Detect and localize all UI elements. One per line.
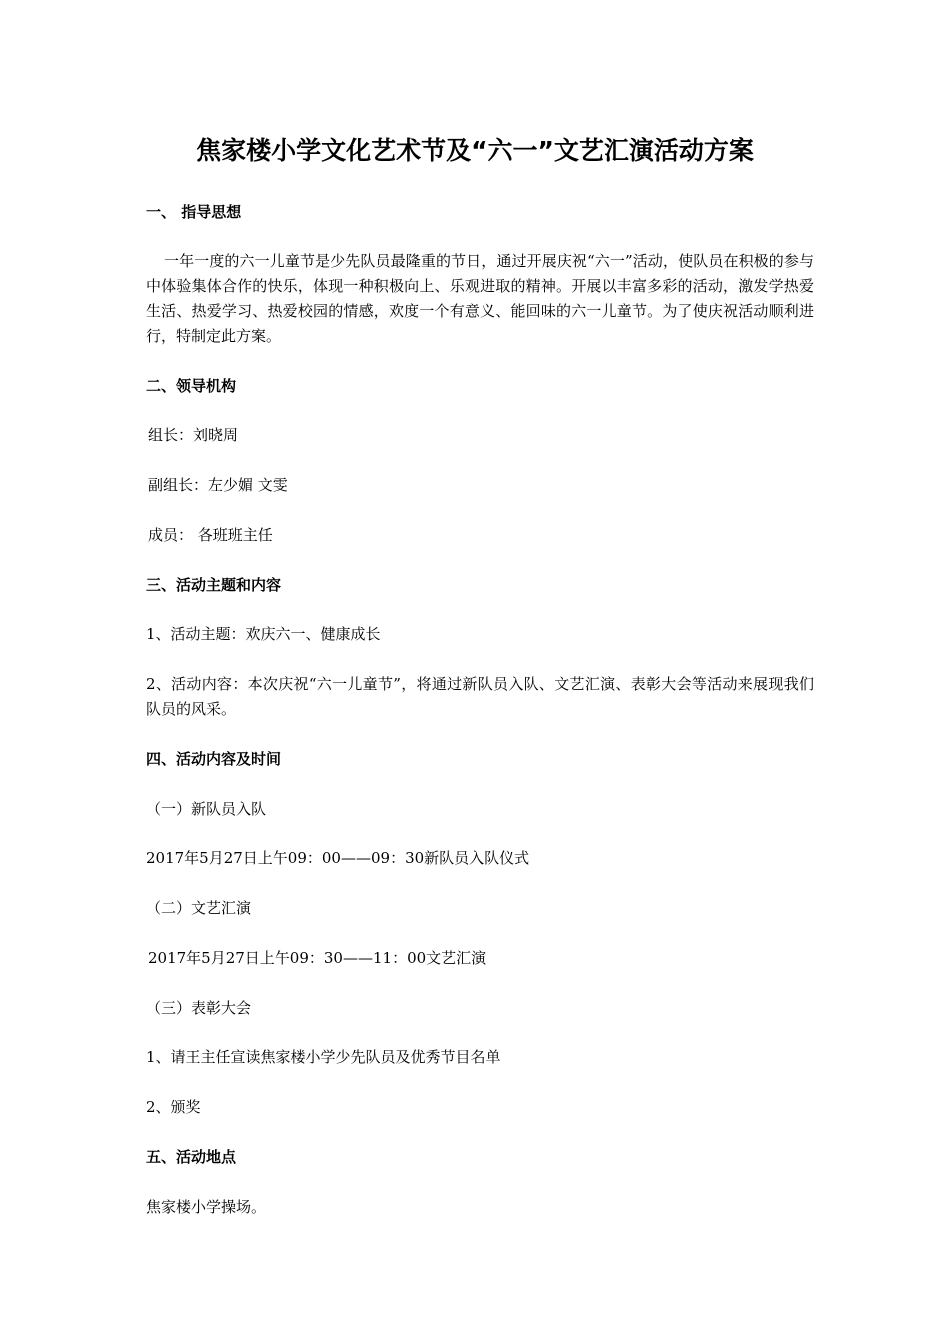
section-heading-schedule: 四、活动内容及时间 <box>146 750 282 768</box>
schedule-part-new-members: （一）新队员入队 <box>146 800 267 818</box>
schedule-time-new-members: 2017年5月27日上午09：00——09：30新队员入队仪式 <box>146 849 530 867</box>
schedule-part-commendation: （三）表彰大会 <box>146 999 252 1017</box>
activity-theme-line: 1、活动主题：欢庆六一、健康成长 <box>146 625 381 643</box>
guiding-ideology-paragraph: 一年一度的六一儿童节是少先队员最隆重的节日，通过开展庆祝“六一”活动，使队员在积极的参与中体验集体合作的快乐，体现一种积极向上、乐观进取的精神。开展以丰富多彩的活动，激发学热爱生活、热爱学习、热爱校园的情感，欢度一个有意义、能回味的六一儿童节。为了使庆祝活动顺利进行，特制定此方案。 <box>146 252 814 345</box>
section-heading-leadership: 二、领导机构 <box>146 377 237 395</box>
activity-content-paragraph: 2、活动内容：本次庆祝“六一儿童节”，将通过新队员入队、文艺汇演、表彰大会等活动来展现我们队员的风采。 <box>146 675 814 718</box>
activity-location-line: 焦家楼小学操场。 <box>146 1198 267 1216</box>
members-line: 成员： 各班班主任 <box>148 526 273 544</box>
section-heading-guiding-ideology: 一、 指导思想 <box>146 203 242 221</box>
commendation-item-2: 2、颁奖 <box>146 1098 201 1116</box>
section-heading-location: 五、活动地点 <box>146 1148 237 1166</box>
deputy-leader-line: 副组长：左少媚 文雯 <box>148 476 288 494</box>
schedule-time-performance: 2017年5月27日上午09：30——11：00文艺汇演 <box>148 949 487 967</box>
leader-line: 组长：刘晓周 <box>148 426 239 444</box>
schedule-part-performance: （二）文艺汇演 <box>146 899 252 917</box>
commendation-item-1: 1、请王主任宣读焦家楼小学少先队员及优秀节目名单 <box>146 1048 501 1066</box>
document-title: 焦家楼小学文化艺术节及“六一”文艺汇演活动方案 <box>196 136 754 165</box>
section-heading-theme-content: 三、活动主题和内容 <box>146 576 282 594</box>
